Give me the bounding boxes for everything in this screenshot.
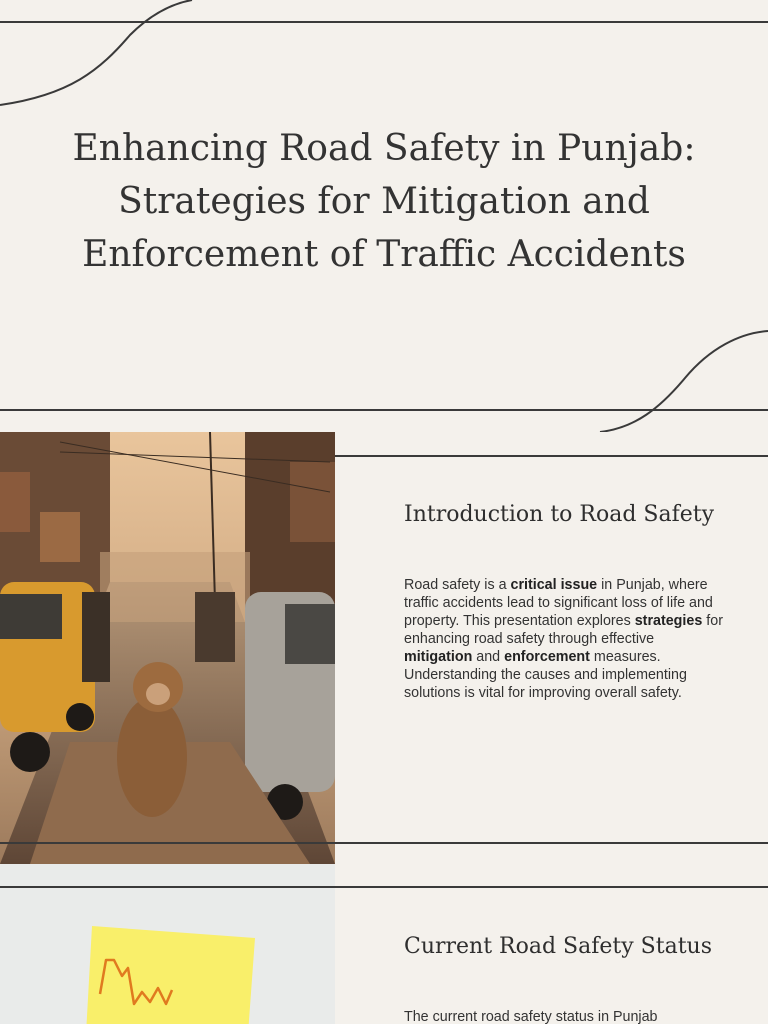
street-monkey-photo bbox=[0, 432, 335, 864]
top-divider-line bbox=[335, 455, 768, 457]
body-text: Road safety is a bbox=[404, 577, 511, 593]
body-text: in Punjab, where traffic accidents lead to significant loss of life and property. This presentation explores bbox=[404, 577, 713, 629]
page-title: Enhancing Road Safety in Punjab: Strategies for Mitigation and Enforcement of Traffic Accidents bbox=[72, 128, 696, 275]
sticky-note-chart-photo bbox=[0, 864, 335, 1024]
emphasis-critical-issue: critical issue bbox=[510, 577, 598, 593]
intro-slide bbox=[0, 432, 768, 864]
title-slide bbox=[0, 0, 768, 432]
body-text: measures. Understanding the causes and implementing solutions is vital for improving overall safety. bbox=[404, 649, 687, 701]
top-divider-line bbox=[0, 886, 768, 888]
body-text: for enhancing road safety through effective bbox=[404, 613, 723, 647]
bottom-divider-line bbox=[0, 409, 768, 411]
emphasis-enforcement: enforcement bbox=[504, 649, 590, 665]
emphasis-mitigation: mitigation bbox=[404, 649, 473, 665]
section-heading: Introduction to Road Safety bbox=[404, 502, 715, 527]
decorative-curve-top-left bbox=[0, 0, 200, 110]
decorative-curve-bottom-right bbox=[590, 328, 768, 432]
bottom-divider-line bbox=[0, 842, 768, 844]
section-body: The current road safety status in Punjab bbox=[404, 1009, 658, 1024]
section-body bbox=[404, 576, 724, 702]
status-slide bbox=[0, 864, 768, 1024]
body-text: and bbox=[472, 649, 505, 665]
section-heading: Current Road Safety Status bbox=[404, 934, 712, 959]
emphasis-strategies: strategies bbox=[634, 613, 703, 629]
